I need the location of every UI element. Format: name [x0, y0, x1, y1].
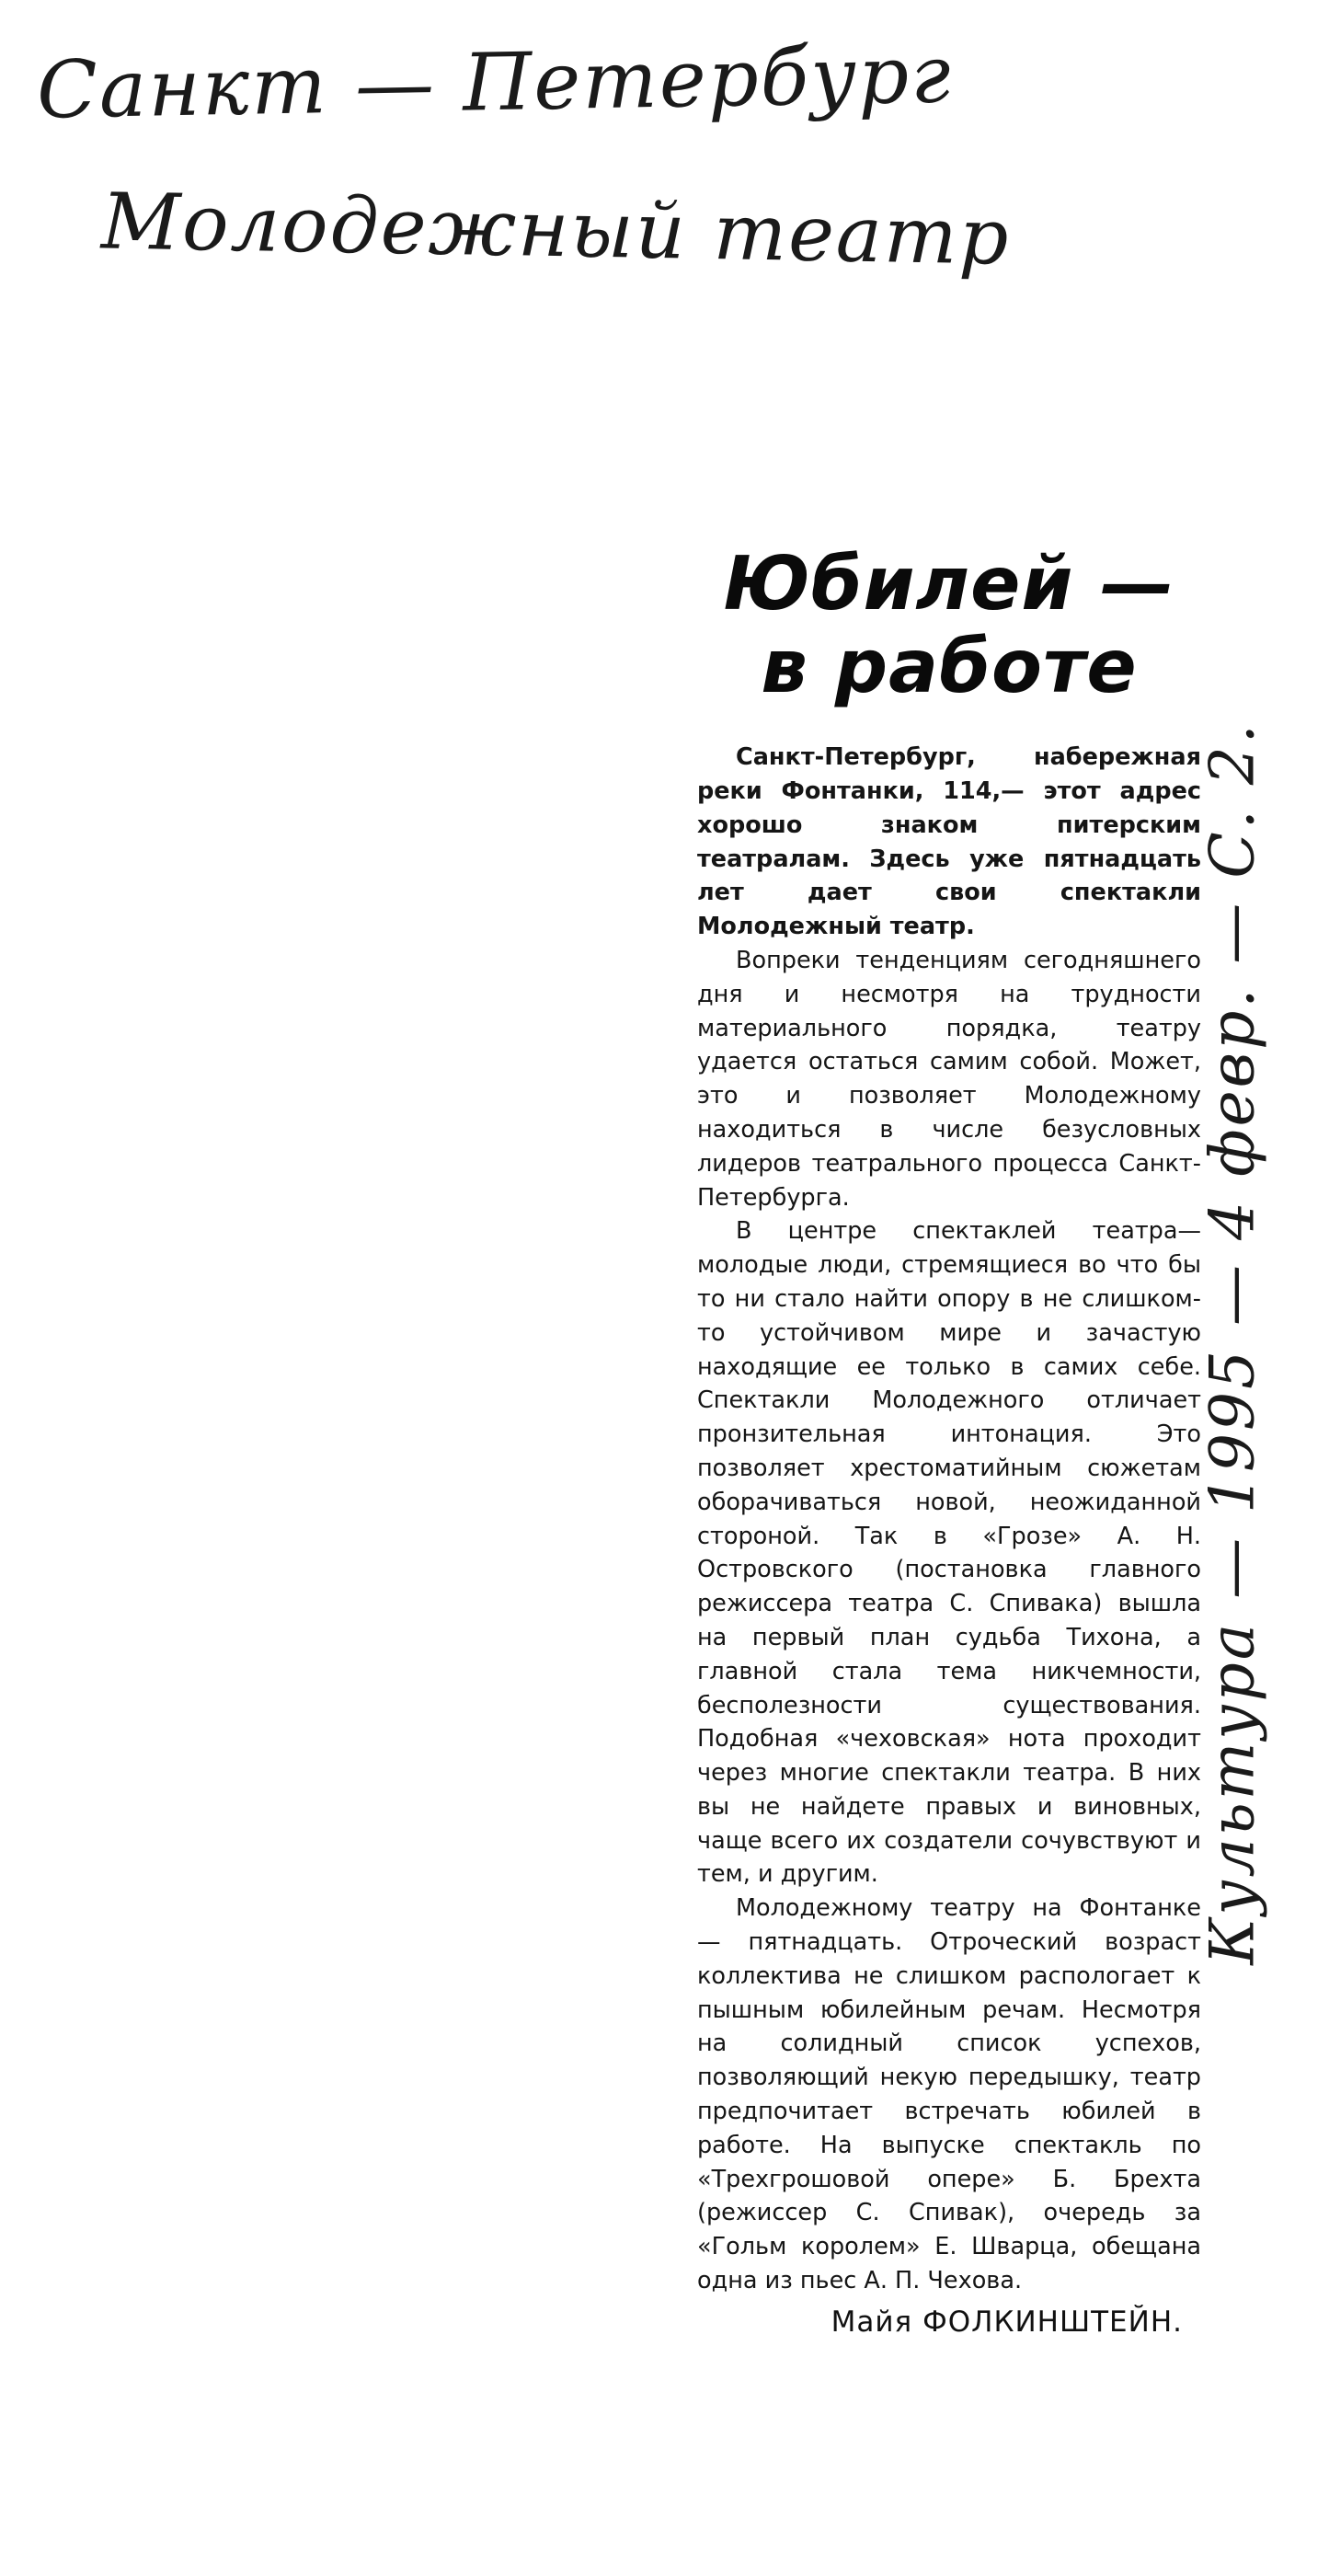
handwritten-source-note: Культура — 1995 — 4 февр. — С. 2. — [1197, 721, 1268, 1965]
article-lead-paragraph: Санкт-Петербург, набережная реки Фонтанки, 114,— этот адрес хорошо знаком питерским театралам. Здесь уже пятнадцать лет дает свои спектакли Молодежный театр. — [697, 743, 1201, 941]
author-signature: Майя ФОЛКИНШТЕЙН. — [831, 2305, 1183, 2339]
newspaper-article — [697, 543, 1201, 2339]
handwritten-city-note: Санкт — Петербург — [36, 29, 954, 137]
headline-line-1: Юбилей — — [723, 541, 1175, 627]
headline-line-2: в работе — [761, 623, 1138, 709]
article-headline — [697, 543, 1201, 707]
article-paragraph: Молодежному театру на Фонтанке — пятнадцать. Отроческий возраст коллектива не слишком распологает к пышным юбилейным речам. Несмотря на солидный список успехов, позволяющий некую передышку, театр предпочитает встречать юбилей в работе. На выпуске спектакль по «Трехгрошовой опере» Б. Брехта (режиссер С. Спивак), очередь за «Гольм королем» Е. Шварца, обещана одна из пьес А. П. Чехова. — [697, 1894, 1201, 2295]
article-paragraph: Вопреки тенденциям сегодняшнего дня и несмотря на трудности материального порядка, театру удается остаться самим собой. Может, это и позволяет Молодежному находиться в числе безусловных лидеров театрального процесса Санкт-Петербурга. — [697, 946, 1201, 1212]
article-paragraph: В центре спектаклей театра— молодые люди, стремящиеся во что бы то ни стало найти опору в не слишком-то устойчивом мире и зачастую находящие ее только в самих себе. Спектакли Молодежного отличает пронзительная интонация. Это позволяет хрестоматийным сюжетам оборачиваться новой, неожиданной стороной. Так в «Грозе» А. Н. Островского (постановка главного режиссера театра С. Спивака) вышла на первый план судьба Тихона, а главной стала тема никчемности, бесполезности существования. Подобная «чеховская» нота проходит через многие спектакли театра. В них вы не найдете правых и виновных, чаще всего их создатели сочувствуют и тем, и другим. — [697, 1217, 1201, 1889]
article-body — [697, 741, 1201, 2298]
handwritten-theatre-note: Молодежный театр — [100, 176, 1012, 282]
